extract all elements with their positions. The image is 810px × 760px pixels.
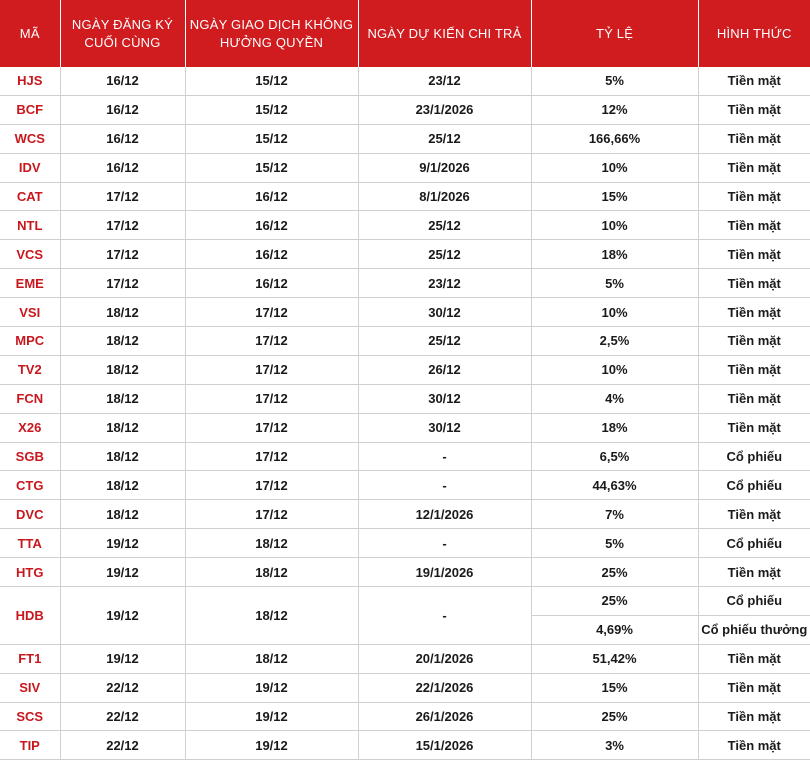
header-pay-date: [358, 0, 531, 67]
ticker-cell: HJS: [0, 67, 60, 95]
record-date-cell: 22/12: [60, 702, 185, 731]
pay-date-cell: -: [358, 529, 531, 558]
table-row: [0, 644, 810, 673]
record-date-cell: 18/12: [60, 298, 185, 327]
table-row: [0, 298, 810, 327]
record-date-cell: 19/12: [60, 587, 185, 645]
record-date-cell: 19/12: [60, 529, 185, 558]
header-record-date: [60, 0, 185, 67]
pay-date-cell: 30/12: [358, 384, 531, 413]
ticker-cell: SIV: [0, 673, 60, 702]
ex-date-cell: 16/12: [185, 269, 358, 298]
record-date-cell: 17/12: [60, 269, 185, 298]
ticker-cell: BCF: [0, 95, 60, 124]
ratio-cell: 12%: [531, 95, 698, 124]
pay-date-cell: -: [358, 442, 531, 471]
record-date-cell: 18/12: [60, 413, 185, 442]
ratio-cell: 6,5%: [531, 442, 698, 471]
pay-date-cell: 26/12: [358, 355, 531, 384]
form-cell: Tiền mặt: [698, 298, 810, 327]
ticker-cell: MPC: [0, 327, 60, 356]
ratio-cell: 10%: [531, 211, 698, 240]
ex-date-cell: 19/12: [185, 673, 358, 702]
form-cell: Tiền mặt: [698, 67, 810, 95]
form-cell: Tiền mặt: [698, 124, 810, 153]
pay-date-cell: 12/1/2026: [358, 500, 531, 529]
ratio-cell: 18%: [531, 240, 698, 269]
ex-date-cell: 17/12: [185, 298, 358, 327]
ratio-cell: 5%: [531, 269, 698, 298]
pay-date-cell: 22/1/2026: [358, 673, 531, 702]
form-cell: Tiền mặt: [698, 211, 810, 240]
ratio-cell: 44,63%: [531, 471, 698, 500]
pay-date-cell: 20/1/2026: [358, 644, 531, 673]
ex-date-cell: 17/12: [185, 384, 358, 413]
record-date-cell: 18/12: [60, 384, 185, 413]
header-code: [0, 0, 60, 67]
pay-date-cell: 23/1/2026: [358, 95, 531, 124]
record-date-cell: 17/12: [60, 211, 185, 240]
record-date-cell: 16/12: [60, 67, 185, 95]
ex-date-cell: 18/12: [185, 529, 358, 558]
ratio-cell: 25%: [531, 587, 698, 616]
form-cell: Tiền mặt: [698, 384, 810, 413]
form-cell: Cổ phiếu: [698, 587, 810, 616]
form-cell: Cổ phiếu: [698, 529, 810, 558]
ticker-cell: CAT: [0, 182, 60, 211]
ratio-cell: 4,69%: [531, 615, 698, 644]
ratio-cell: 15%: [531, 673, 698, 702]
ticker-cell: WCS: [0, 124, 60, 153]
form-cell: Tiền mặt: [698, 558, 810, 587]
form-cell: Tiền mặt: [698, 355, 810, 384]
ex-date-cell: 18/12: [185, 558, 358, 587]
table-row: [0, 442, 810, 471]
table-row: [0, 702, 810, 731]
ratio-cell: 4%: [531, 384, 698, 413]
ticker-cell: TIP: [0, 731, 60, 760]
ex-date-cell: 16/12: [185, 240, 358, 269]
form-cell: Tiền mặt: [698, 413, 810, 442]
ratio-cell: 15%: [531, 182, 698, 211]
table-header: [0, 0, 810, 67]
table-row: [0, 211, 810, 240]
ex-date-cell: 15/12: [185, 95, 358, 124]
table-row: [0, 731, 810, 760]
ratio-cell: 51,42%: [531, 644, 698, 673]
ticker-cell: SGB: [0, 442, 60, 471]
ticker-cell: DVC: [0, 500, 60, 529]
pay-date-cell: 23/12: [358, 269, 531, 298]
table-row: [0, 413, 810, 442]
ratio-cell: 25%: [531, 558, 698, 587]
ex-date-cell: 18/12: [185, 644, 358, 673]
ticker-cell: VCS: [0, 240, 60, 269]
form-cell: Tiền mặt: [698, 702, 810, 731]
ex-date-cell: 16/12: [185, 182, 358, 211]
header-ratio: [531, 0, 698, 67]
header-ratio-label: TỶ LỆ: [595, 25, 634, 41]
record-date-cell: 19/12: [60, 644, 185, 673]
table-row: [0, 124, 810, 153]
record-date-cell: 18/12: [60, 471, 185, 500]
header-code-label: MÃ: [19, 25, 40, 41]
pay-date-cell: 25/12: [358, 327, 531, 356]
header-ex-date: [185, 0, 358, 67]
record-date-cell: 16/12: [60, 124, 185, 153]
table-row: [0, 471, 810, 500]
pay-date-cell: 9/1/2026: [358, 153, 531, 182]
ticker-cell: FT1: [0, 644, 60, 673]
pay-date-cell: -: [358, 471, 531, 500]
ticker-cell: EME: [0, 269, 60, 298]
record-date-cell: 22/12: [60, 731, 185, 760]
table-body: [0, 67, 810, 760]
form-cell: Cổ phiếu: [698, 471, 810, 500]
header-record-date-line2: CUỐI CÙNG: [84, 34, 161, 50]
form-cell: Tiền mặt: [698, 240, 810, 269]
header-ex-date-line2: HƯỞNG QUYỀN: [219, 34, 324, 50]
form-cell: Tiền mặt: [698, 644, 810, 673]
pay-date-cell: 30/12: [358, 413, 531, 442]
ticker-cell: CTG: [0, 471, 60, 500]
pay-date-cell: 25/12: [358, 240, 531, 269]
ticker-cell: IDV: [0, 153, 60, 182]
record-date-cell: 18/12: [60, 442, 185, 471]
ex-date-cell: 15/12: [185, 124, 358, 153]
ratio-cell: 7%: [531, 500, 698, 529]
table-row: [0, 269, 810, 298]
ex-date-cell: 15/12: [185, 153, 358, 182]
ex-date-cell: 17/12: [185, 327, 358, 356]
record-date-cell: 22/12: [60, 673, 185, 702]
table-row: [0, 529, 810, 558]
ratio-cell: 5%: [531, 529, 698, 558]
pay-date-cell: 23/12: [358, 67, 531, 95]
ex-date-cell: 18/12: [185, 587, 358, 645]
table-row: [0, 587, 810, 616]
ticker-cell: HTG: [0, 558, 60, 587]
ratio-cell: 5%: [531, 67, 698, 95]
pay-date-cell: 19/1/2026: [358, 558, 531, 587]
form-cell: Tiền mặt: [698, 327, 810, 356]
record-date-cell: 18/12: [60, 327, 185, 356]
ex-date-cell: 17/12: [185, 355, 358, 384]
record-date-cell: 16/12: [60, 153, 185, 182]
pay-date-cell: 15/1/2026: [358, 731, 531, 760]
ex-date-cell: 19/12: [185, 731, 358, 760]
form-cell: Tiền mặt: [698, 269, 810, 298]
pay-date-cell: 25/12: [358, 124, 531, 153]
pay-date-cell: 25/12: [358, 211, 531, 240]
ratio-cell: 10%: [531, 355, 698, 384]
record-date-cell: 16/12: [60, 95, 185, 124]
header-form-label: HÌNH THỨC: [716, 25, 792, 41]
record-date-cell: 18/12: [60, 355, 185, 384]
ex-date-cell: 17/12: [185, 500, 358, 529]
table-row: [0, 182, 810, 211]
table-row: [0, 67, 810, 95]
table-row: [0, 95, 810, 124]
ticker-cell: TV2: [0, 355, 60, 384]
ex-date-cell: 19/12: [185, 702, 358, 731]
ratio-cell: 18%: [531, 413, 698, 442]
header-record-date-line1: NGÀY ĐĂNG KÝ: [71, 16, 174, 32]
ex-date-cell: 15/12: [185, 67, 358, 95]
ticker-cell: HDB: [0, 587, 60, 645]
table-row: [0, 673, 810, 702]
form-cell: Tiền mặt: [698, 153, 810, 182]
form-cell: Tiền mặt: [698, 95, 810, 124]
header-ex-date-line1: NGÀY GIAO DỊCH KHÔNG: [189, 16, 354, 32]
form-cell: Tiền mặt: [698, 731, 810, 760]
ex-date-cell: 17/12: [185, 442, 358, 471]
ticker-cell: X26: [0, 413, 60, 442]
table-row: [0, 153, 810, 182]
table-row: [0, 327, 810, 356]
ex-date-cell: 17/12: [185, 471, 358, 500]
form-cell: Tiền mặt: [698, 673, 810, 702]
record-date-cell: 18/12: [60, 500, 185, 529]
header-form: [698, 0, 810, 67]
header-pay-date-label: NGÀY DỰ KIẾN CHI TRẢ: [367, 25, 522, 41]
record-date-cell: 17/12: [60, 240, 185, 269]
ex-date-cell: 17/12: [185, 413, 358, 442]
header-row: [0, 0, 810, 67]
table-row: [0, 500, 810, 529]
form-cell: Tiền mặt: [698, 500, 810, 529]
ratio-cell: 166,66%: [531, 124, 698, 153]
pay-date-cell: -: [358, 587, 531, 645]
ratio-cell: 25%: [531, 702, 698, 731]
pay-date-cell: 8/1/2026: [358, 182, 531, 211]
form-cell: Cổ phiếu thưởng: [698, 615, 810, 644]
ratio-cell: 2,5%: [531, 327, 698, 356]
ratio-cell: 3%: [531, 731, 698, 760]
table-row: [0, 355, 810, 384]
pay-date-cell: 30/12: [358, 298, 531, 327]
ticker-cell: TTA: [0, 529, 60, 558]
ratio-cell: 10%: [531, 153, 698, 182]
ex-date-cell: 16/12: [185, 211, 358, 240]
table-row: [0, 384, 810, 413]
form-cell: Tiền mặt: [698, 182, 810, 211]
ticker-cell: NTL: [0, 211, 60, 240]
ticker-cell: VSI: [0, 298, 60, 327]
table-row: [0, 240, 810, 269]
ticker-cell: SCS: [0, 702, 60, 731]
pay-date-cell: 26/1/2026: [358, 702, 531, 731]
table-row: [0, 558, 810, 587]
ticker-cell: FCN: [0, 384, 60, 413]
record-date-cell: 17/12: [60, 182, 185, 211]
record-date-cell: 19/12: [60, 558, 185, 587]
form-cell: Cổ phiếu: [698, 442, 810, 471]
ratio-cell: 10%: [531, 298, 698, 327]
